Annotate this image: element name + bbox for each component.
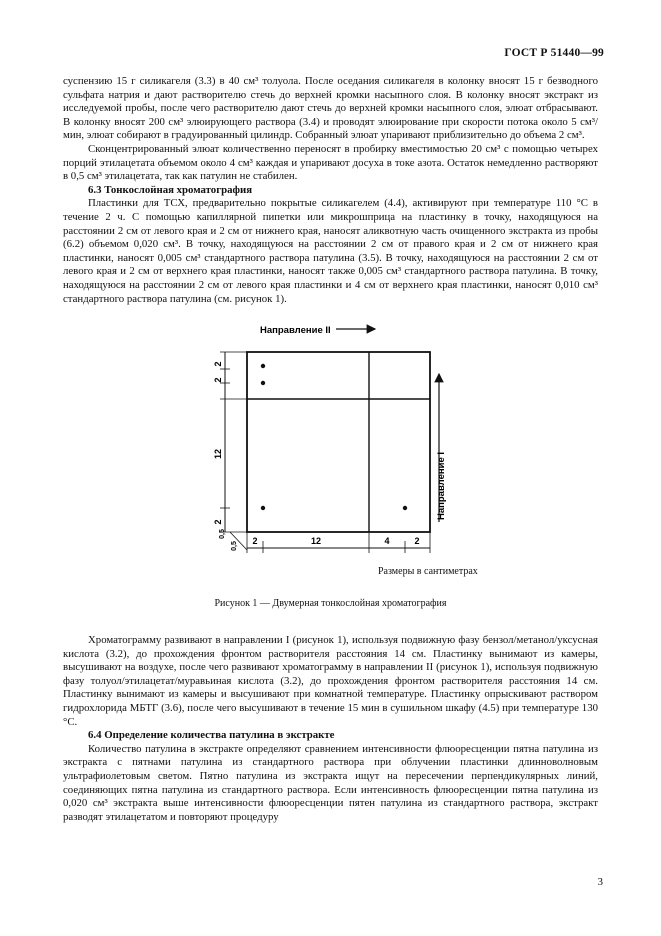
standard-header: ГОСТ Р 51440—99 — [504, 47, 604, 59]
spot-extract — [261, 506, 265, 510]
tlc-diagram — [200, 322, 460, 572]
direction-1-label: Направление I — [436, 451, 447, 520]
paragraph: Хроматограмму развивают в направлении I (рисунок 1), используя подвижную фазу бензол/метанол/уксусная кислота (3.2), до прохождения фронтом растворителя расстояния 14 см. Пластинку вынимают из камеры, высушивают на воздухе, после чего развивают хроматограмму в направлении II (рисунок 1), используя подвижную фазу толуол/этилацетат/муравьиная кислота (3.2), до прохождения фронтом растворителя расстояния 14 см. Пластинку вынимают из камеры и высушивают при комнатной температуре. Пластинку опрыскивают раствором гидрохлорида МБТГ (3.6), после чего высушивают в течение 15 мин в сушильном шкафу (4.5) при температуре 130 °С. — [63, 634, 598, 728]
dim-left-2: 2 — [213, 377, 223, 383]
dim-bottom-4: 2 — [414, 536, 420, 546]
section-heading-6-4: 6.4 Определение количества патулина в экстракте — [88, 729, 335, 742]
bottom-text-block — [63, 634, 598, 824]
tlc-plate — [247, 352, 430, 532]
spot-standard-right — [403, 506, 407, 510]
tlc-figure — [200, 322, 460, 572]
paragraph: Количество патулина в экстракте определяют сравнением интенсивности флюоресценции пятна патулина из экстракта с пятнами патулина из стандартного раствора при облучении пластинки длинноволновым ультрафиолетовым светом. Пятно патулина из экстракта ищут на пересечении перпендикулярных линий, соединяющих пятна патулина из стандартного раствора. Если интенсивность флюоресценции пятна патулина из 0,020 см³ экстракта выше интенсивности флюоресценции пятен патулина из стандартного раствора, экстракт разводят этилацетатом и повторяют процедуру — [63, 742, 598, 823]
top-text-block — [63, 75, 598, 306]
direction-2-label: Направление II — [260, 325, 331, 336]
page-number: 3 — [597, 876, 603, 888]
dim-left-1: 2 — [213, 361, 223, 367]
paragraph: Пластинки для ТСХ, предварительно покрытые силикагелем (4.4), активируют при температуре 110 °С в течение 2 ч. С помощью капиллярной пипетки или микрошприца на пластинку в точку, находящуюся на расстоянии 2 см от левого края и 2 см от нижнего края, наносят аликвотную часть очищенного экстракта из пробы (6.2) объемом 0,020 см³. В точку, находящуюся на расстоянии 2 см от правого края и 2 см от нижнего края пластинки, наносят 0,005 см³ стандартного раствора патулина (3.5). В точку, находящуюся на расстоянии 2 см от левого края и 2 см от верхнего края пластинки, наносят также 0,005 см³ стандартного раствора патулина. В точку, находящуюся на расстоянии 2 см от левого края пластинки и 4 см от верхнего края пластинки, наносят 0,010 см³ стандартного раствора патулина (см. рисунок 1). — [63, 197, 598, 305]
dim-left-4: 2 — [213, 519, 223, 525]
section-heading-6-3: 6.3 Тонкослойная хроматография — [88, 183, 253, 196]
dim-bottom-1: 2 — [252, 536, 258, 546]
dim-corner-1: 0,5 — [219, 529, 226, 539]
figure-caption: Рисунок 1 — Двумерная тонкослойная хроматография — [214, 598, 447, 609]
dim-left-3: 12 — [213, 448, 223, 460]
dim-bottom-2: 12 — [310, 536, 322, 546]
spot-standard-010 — [261, 381, 265, 385]
dim-bottom-3: 4 — [384, 536, 390, 546]
spot-standard-top — [261, 364, 265, 368]
paragraph: суспензию 15 г силикагеля (3.3) в 40 см³ толуола. После оседания силикагеля в колонку вносят 15 г безводного сульфата натрия и дают растворителю стечь до верхней кромки насыпного слоя. В колонку вносят экстракт из исследуемой пробы, после чего растворителю дают стечь до верхней кромки насыпного слоя, элюат отбрасывают. В колонку вносят 200 см³ элюирующего раствора (3.4) и проводят элюирование при скорости потока около 5 см³/мин, элюат собирают в градуированный цилиндр. Собранный элюат упаривают приблизительно до объема 2 см³. — [63, 75, 598, 142]
units-note: Размеры в сантиметрах — [378, 566, 478, 577]
dim-corner-2: 0,5 — [231, 541, 238, 551]
paragraph: Сконцентрированный элюат количественно переносят в пробирку вместимостью 20 см³ с помощью четырех порций этилацетата объемом около 4 см³ каждая и упаривают досуха в токе азота. Остаток немедленно растворяют в 0,5 см³ этилацетата, так как патулин не стабилен. — [63, 142, 598, 183]
